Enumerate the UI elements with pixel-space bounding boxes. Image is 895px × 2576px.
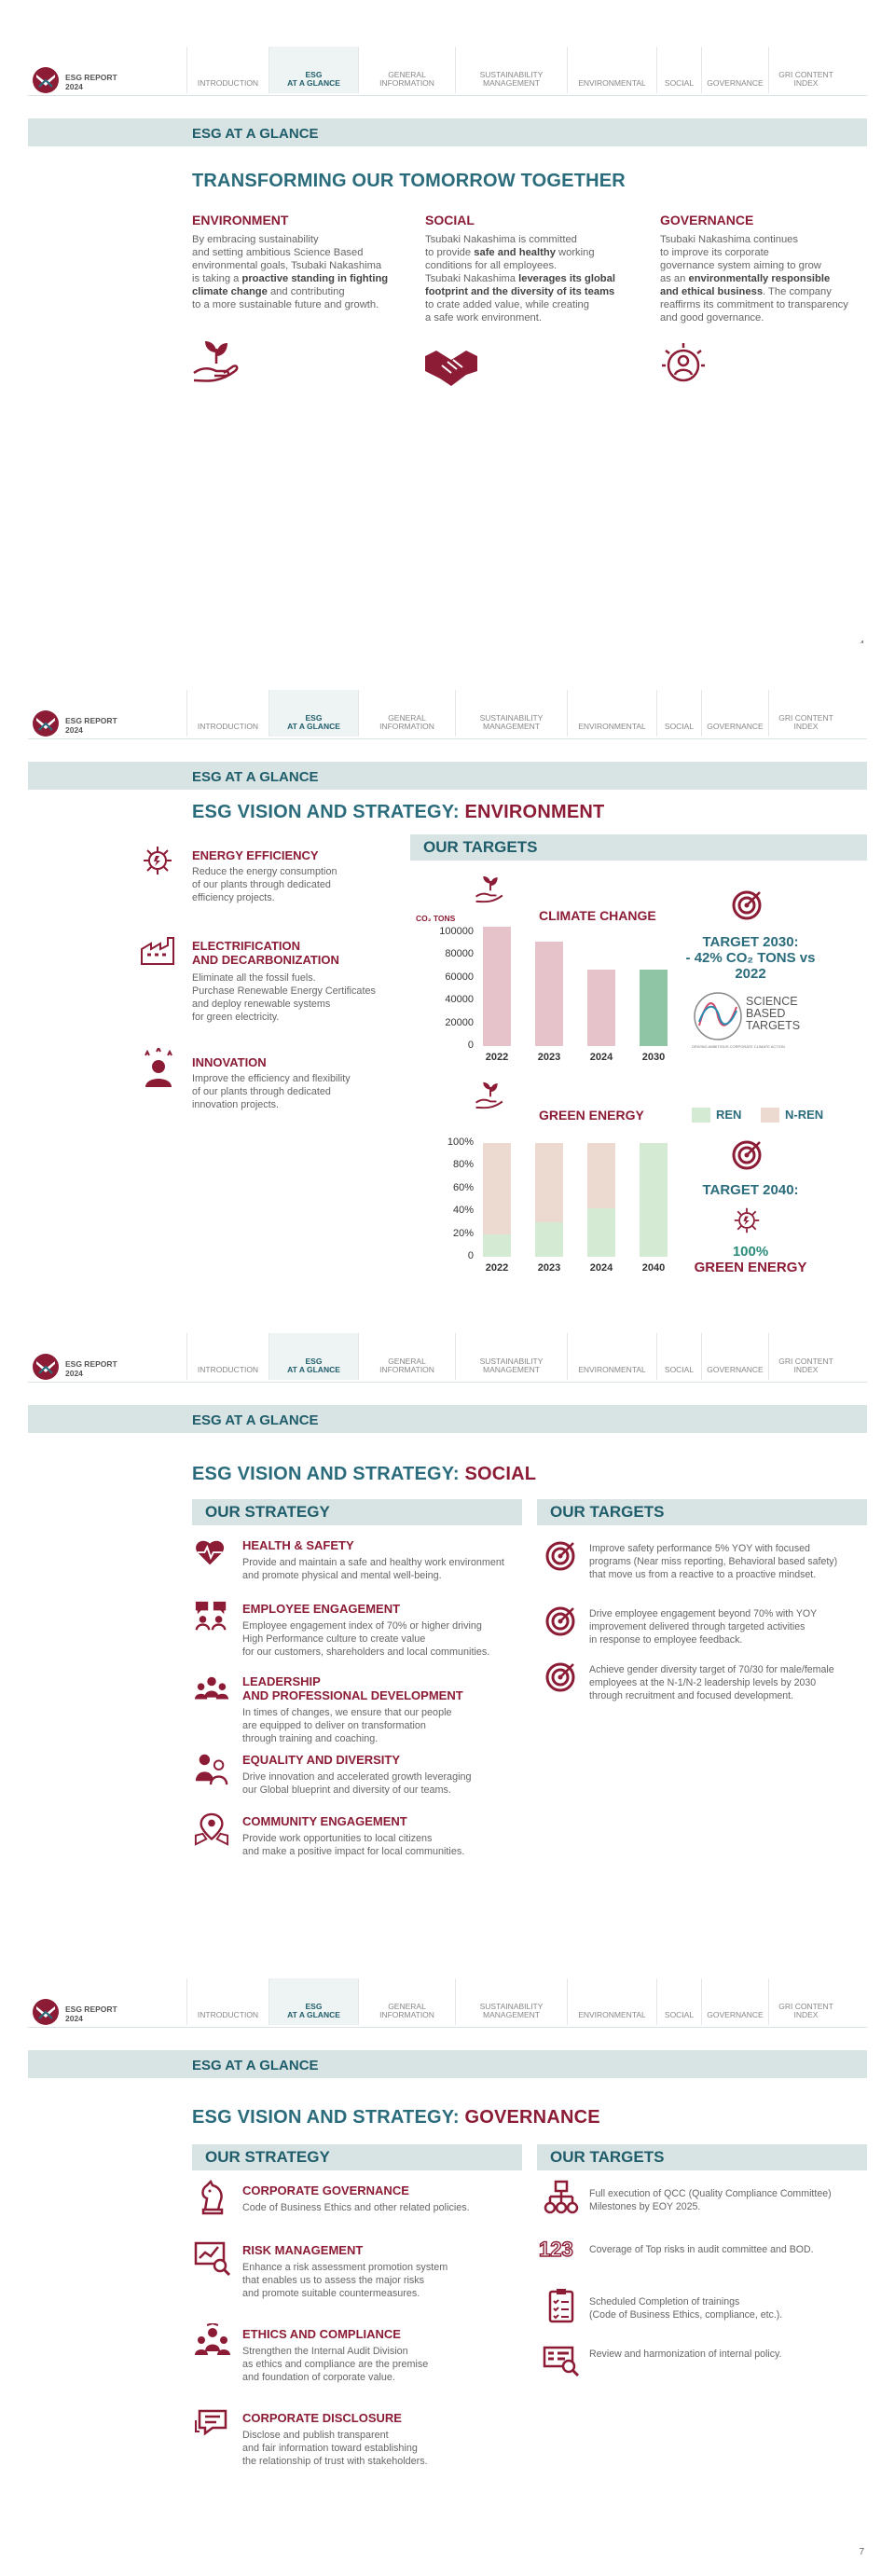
nav-item-governance[interactable]: GOVERNANCE	[701, 47, 768, 93]
nav-item-general-information[interactable]: GENERAL INFORMATION	[358, 1333, 455, 1380]
target-2030: TARGET 2030: - 42% CO₂ TONS vs 2022	[685, 934, 816, 982]
y-tick-label: 0	[467, 1040, 474, 1051]
target-text-line: in response to employee feedback.	[589, 1634, 743, 1646]
strategy-item-text-line: High Performance culture to create value	[242, 1633, 426, 1645]
strategy-header: OUR STRATEGY	[192, 2144, 522, 2170]
target-text-line: improvement delivered through targeted activities	[589, 1621, 806, 1632]
electrification-text: Eliminate all the fossil fuels. Purchase Renewable Energy Certificates and deploy renewable systems for green electricity.	[192, 972, 376, 1023]
y-tick-label: 40%	[452, 1205, 474, 1217]
strategy-item-text	[242, 1556, 504, 1582]
handshake-icon	[423, 343, 479, 390]
target-text	[589, 1542, 837, 1581]
ethics-team-icon	[194, 2323, 231, 2361]
target-text-line: programs (Near miss reporting, Behavioral based safety)	[589, 1556, 838, 1567]
top-navigation	[186, 1978, 843, 2025]
nav-item-introduction[interactable]: INTRODUCTION	[186, 47, 268, 93]
strategy-item-title-line: COMMUNITY ENGAGEMENT	[242, 1814, 407, 1828]
target-text-line: through recruitment and focused development.	[589, 1690, 794, 1701]
legend-ren-swatch	[692, 1108, 710, 1123]
strategy-item-title	[242, 1814, 407, 1828]
community-location-icon	[194, 1812, 229, 1848]
x-tick-label: 2040	[641, 1262, 666, 1274]
nav-item-governance[interactable]: GOVERNANCE	[701, 1333, 768, 1380]
x-tick-label: 2024	[589, 1262, 613, 1274]
nav-item-gri-content-index[interactable]: GRI CONTENT INDEX	[768, 1333, 843, 1380]
strategy-item-title-line: HEALTH & SAFETY	[242, 1538, 354, 1552]
bar-ren-2022	[483, 1234, 511, 1257]
strategy-item-text-line: and make a positive impact for local communities.	[242, 1846, 465, 1857]
strategy-item-text-line: and fair information toward establishing	[242, 2443, 418, 2454]
nav-item-social[interactable]: SOCIAL	[656, 690, 701, 737]
strategy-item-text-line: and promote physical and mental well-being.	[242, 1570, 442, 1581]
governance-text: Tsubaki Nakashima continues to improve its corporate governance system aiming to grow as an environmentally responsible and ethical business. The company reaffirms its commitment to transparency and good governance.	[660, 234, 848, 324]
strategy-item-text-line: Code of Business Ethics and other related policies.	[242, 2202, 470, 2213]
header-divider	[28, 738, 867, 739]
target-text-line: Improve safety performance 5% YOY with focused	[589, 1543, 810, 1554]
nav-item-introduction[interactable]: INTRODUCTION	[186, 1333, 268, 1380]
targets-header: OUR TARGETS	[537, 2144, 867, 2170]
nav-item-gri-content-index[interactable]: GRI CONTENT INDEX	[768, 690, 843, 737]
strategy-item-title-line: EMPLOYEE ENGAGEMENT	[242, 1602, 401, 1616]
bar-n-ren-2024	[587, 1143, 615, 1208]
strategy-item-title	[242, 1538, 354, 1552]
top-navigation	[186, 47, 843, 93]
nav-item-general-information[interactable]: GENERAL INFORMATION	[358, 47, 455, 93]
bar-2023	[535, 942, 563, 1046]
report-header	[0, 1333, 895, 1380]
climate-change-chart-title: CLIMATE CHANGE	[539, 908, 656, 923]
y-tick-label: 100000	[439, 926, 474, 937]
nav-item-introduction[interactable]: INTRODUCTION	[186, 690, 268, 737]
header-divider	[28, 95, 867, 96]
strategy-item-text	[242, 1832, 464, 1858]
nav-item-gri-content-index[interactable]: GRI CONTENT INDEX	[768, 47, 843, 93]
numbered-list-icon: 123	[539, 2238, 573, 2261]
energy-efficiency-icon	[142, 845, 173, 876]
page-title: TRANSFORMING OUR TOMORROW TOGETHER	[192, 171, 626, 191]
hand-plant-icon	[190, 336, 242, 388]
strategy-item-text	[242, 2201, 470, 2214]
target-text-line: that move us from a reactive to a proactive mindset.	[589, 1569, 817, 1580]
environment-text: By embracing sustainability and setting ambitious Science Based environmental goals, Tsubaki Nakashima is taking a proactive standing in fighting climate change and contributing to a more sustainable future and growth.	[192, 234, 389, 310]
bar-2030	[640, 970, 668, 1046]
company-logo-icon	[32, 709, 60, 737]
x-tick-label: 2030	[641, 1052, 666, 1063]
targets-header: OUR TARGETS	[537, 1499, 867, 1525]
strategy-item-text-line: Strengthen the Internal Audit Division	[242, 2346, 408, 2357]
strategy-item-title	[242, 1602, 400, 1616]
target-icon	[544, 1661, 576, 1693]
team-leadership-icon	[194, 1673, 229, 1708]
hand-plant-icon	[474, 873, 507, 906]
page-5	[0, 643, 895, 1287]
nav-item-environmental[interactable]: ENVIRONMENTAL	[567, 1333, 656, 1380]
energy-efficiency-title: ENERGY EFFICIENCY	[192, 848, 319, 862]
strategy-item-title: RISK MANAGEMENT	[242, 2243, 364, 2257]
legend-nren-swatch	[761, 1108, 779, 1123]
header-divider	[28, 1382, 867, 1383]
nav-item-esg-at-a-glance[interactable]: ESG AT A GLANCE	[268, 1978, 358, 2025]
nav-item-governance[interactable]: GOVERNANCE	[701, 690, 768, 737]
page-number: 7	[859, 2547, 864, 2557]
strategy-item-text-line: that enables us to assess the major risks	[242, 2275, 425, 2286]
target-text-line: Coverage of Top risks in audit committee and BOD.	[589, 2244, 814, 2255]
strategy-item-text-line: are equipped to deliver on transformation	[242, 1720, 426, 1731]
nav-item-environmental[interactable]: ENVIRONMENTAL	[567, 690, 656, 737]
y-tick-label: 100%	[447, 1136, 474, 1148]
nav-item-esg-at-a-glance[interactable]: ESG AT A GLANCE	[268, 47, 358, 93]
section-band: ESG AT A GLANCE	[28, 762, 867, 790]
top-navigation	[186, 1333, 843, 1380]
report-header	[0, 690, 895, 737]
electrification-title: ELECTRIFICATION AND DECARBONIZATION	[192, 939, 339, 967]
strategy-item-text-line: Provide and maintain a safe and healthy work environment	[242, 1557, 504, 1568]
hand-plant-icon	[474, 1079, 507, 1112]
target-2040-title: TARGET 2040:	[702, 1182, 799, 1198]
nav-item-sustainability-management[interactable]: SUSTAINABILITY MANAGEMENT	[455, 47, 567, 93]
target-text-line: Scheduled Completion of trainings	[589, 2296, 740, 2307]
target-2040-value: 100% GREEN ENERGY	[694, 1244, 807, 1275]
innovation-text: Improve the efficiency and flexibility of our plants through dedicated innovation projects.	[192, 1073, 351, 1110]
strategy-item-text-line: as ethics and compliance are the premise	[242, 2359, 429, 2370]
target-text	[589, 2295, 782, 2321]
y-tick-label: 60%	[452, 1181, 474, 1193]
nav-item-social[interactable]: SOCIAL	[656, 1978, 701, 2025]
bar-n-ren-2023	[535, 1143, 563, 1222]
strategy-item-text-line: for our customers, shareholders and local communities.	[242, 1646, 490, 1658]
legend-nren-label: N-REN	[785, 1108, 824, 1122]
strategy-item-text-line: Enhance a risk assessment promotion system	[242, 2262, 448, 2273]
energy-efficiency-text: Reduce the energy consumption of our plants through dedicated efficiency projects.	[192, 866, 337, 903]
page-title: ESG VISION AND STRATEGY: SOCIAL	[192, 1464, 537, 1484]
report-header	[0, 47, 895, 93]
strategy-item-text-line: Disclose and publish transparent	[242, 2430, 389, 2441]
bar-2022	[483, 927, 511, 1046]
nav-item-gri-content-index[interactable]: GRI CONTENT INDEX	[768, 1978, 843, 2025]
nav-item-governance[interactable]: GOVERNANCE	[701, 1978, 768, 2025]
target-text-line: Drive employee engagement beyond 70% with YOY	[589, 1608, 818, 1619]
section-band: ESG AT A GLANCE	[28, 1405, 867, 1433]
page-6	[0, 1287, 895, 1930]
strategy-item-text	[242, 1706, 451, 1745]
governance-title: GOVERNANCE	[660, 213, 754, 227]
green-energy-chart-title: GREEN ENERGY	[539, 1108, 644, 1123]
strategy-item-text	[242, 2429, 428, 2468]
nav-item-esg-at-a-glance[interactable]: ESG AT A GLANCE	[268, 1333, 358, 1380]
section-band: ESG AT A GLANCE	[28, 118, 867, 146]
strategy-item-text	[242, 1619, 489, 1659]
checklist-icon	[543, 2288, 580, 2325]
bar-ren-2023	[535, 1222, 563, 1257]
legend-ren-label: REN	[716, 1108, 742, 1122]
page-7	[0, 1932, 895, 2576]
heart-pulse-icon	[194, 1536, 229, 1572]
y-tick-label: 20%	[452, 1227, 474, 1239]
environment-title: ENVIRONMENT	[192, 213, 289, 227]
strategy-item-text	[242, 1770, 471, 1797]
x-tick-label: 2023	[537, 1262, 561, 1274]
strategy-item-text-line: and foundation of corporate value.	[242, 2372, 395, 2383]
company-logo-icon	[32, 66, 60, 94]
strategy-item-text-line: through training and coaching.	[242, 1733, 379, 1744]
equality-people-icon	[194, 1751, 229, 1786]
targets-header: OUR TARGETS	[410, 834, 867, 861]
speech-people-icon	[194, 1600, 229, 1635]
x-tick-label: 2023	[537, 1052, 561, 1063]
strategy-item-text-line: In times of changes, we ensure that our people	[242, 1707, 452, 1718]
target-text	[589, 1663, 834, 1702]
nav-item-general-information[interactable]: GENERAL INFORMATION	[358, 690, 455, 737]
target-text-line: Achieve gender diversity target of 70/30 for male/female	[589, 1664, 834, 1675]
target-icon	[544, 1540, 576, 1572]
strategy-item-text-line: Drive innovation and accelerated growth leveraging	[242, 1771, 472, 1783]
target-text-line: employees at the N-1/N-2 leadership levels by 2030	[589, 1677, 817, 1688]
strategy-item-text-line: the relationship of trust with stakeholders.	[242, 2456, 428, 2467]
y-tick-label: 80%	[452, 1159, 474, 1171]
ethical-leader-icon	[658, 341, 709, 388]
nav-item-social[interactable]: SOCIAL	[656, 47, 701, 93]
target-text-line: Milestones by EOY 2025.	[589, 2201, 701, 2212]
target-text-line: Review and harmonization of internal policy.	[589, 2349, 782, 2360]
report-title: ESG REPORT 2024	[65, 73, 117, 91]
energy-efficiency-icon	[733, 1206, 761, 1234]
target-text	[589, 2243, 814, 2256]
innovation-person-icon	[140, 1048, 177, 1087]
sbt-logo-tagline: DRIVING AMBITIOUS CORPORATE CLIMATE ACTION	[692, 1044, 785, 1049]
target-icon	[731, 889, 763, 921]
target-text-line: Full execution of QCC (Quality Compliance Committee)	[589, 2188, 832, 2199]
sbt-logo-icon	[692, 990, 744, 1042]
strategy-item-title: CORPORATE DISCLOSURE	[242, 2411, 402, 2425]
org-chart-icon	[543, 2180, 580, 2217]
risk-chart-icon	[194, 2239, 231, 2277]
target-text-line: (Code of Business Ethics, compliance, etc.).	[589, 2309, 783, 2321]
social-text: Tsubaki Nakashima is committed to provide safe and healthy working conditions for all employees. Tsubaki Nakashima leverages its global footprint and the diversity of its teams to crate added value, while creating a safe work environment.	[425, 234, 615, 324]
page-title: ESG VISION AND STRATEGY: GOVERNANCE	[192, 2107, 600, 2128]
nav-item-sustainability-management[interactable]: SUSTAINABILITY MANAGEMENT	[455, 1333, 567, 1380]
x-tick-label: 2024	[589, 1052, 613, 1063]
strategy-item-title	[242, 1753, 400, 1767]
strategy-item-text-line: and promote suitable countermeasures.	[242, 2288, 420, 2299]
report-title: ESG REPORT 2024	[65, 1359, 117, 1378]
target-text	[589, 2348, 782, 2361]
y-tick-label: 80000	[445, 948, 474, 960]
report-title: ESG REPORT 2024	[65, 2004, 117, 2023]
bar-ren-2040	[640, 1143, 668, 1257]
target-text	[589, 2187, 832, 2213]
nav-item-sustainability-management[interactable]: SUSTAINABILITY MANAGEMENT	[455, 1978, 567, 2025]
strategy-item-title: ETHICS AND COMPLIANCE	[242, 2327, 401, 2341]
strategy-item-text-line: our Global blueprint and diversity of our teams.	[242, 1784, 451, 1796]
strategy-item-text	[242, 2261, 448, 2300]
strategy-item-text	[242, 2345, 428, 2384]
report-header	[0, 1978, 895, 2025]
social-title: SOCIAL	[425, 213, 475, 227]
header-divider	[28, 2027, 867, 2028]
disclosure-speech-icon	[194, 2407, 231, 2445]
strategy-item-title-line: AND PROFESSIONAL DEVELOPMENT	[242, 1688, 463, 1702]
target-icon	[544, 1605, 576, 1637]
top-navigation	[186, 690, 843, 737]
company-logo-icon	[32, 1998, 60, 2026]
innovation-title: INNOVATION	[192, 1055, 267, 1069]
bar-2024	[587, 970, 615, 1046]
strategy-item-title-line: LEADERSHIP	[242, 1674, 321, 1688]
sbt-logo-text: SCIENCE BASED TARGETS	[746, 995, 801, 1032]
policy-review-icon	[543, 2340, 580, 2377]
page-4	[0, 0, 895, 643]
climate-chart-ylabel: CO₂ TONS	[416, 914, 456, 923]
nav-item-general-information[interactable]: GENERAL INFORMATION	[358, 1978, 455, 2025]
nav-item-environmental[interactable]: ENVIRONMENTAL	[567, 1978, 656, 2025]
factory-icon	[140, 934, 177, 966]
y-tick-label: 0	[467, 1250, 474, 1261]
page-title: ESG VISION AND STRATEGY: ENVIRONMENT	[192, 802, 605, 822]
strategy-item-text-line: Employee engagement index of 70% or higher driving	[242, 1620, 482, 1632]
strategy-item-title: CORPORATE GOVERNANCE	[242, 2183, 409, 2197]
science-based-targets-logo	[692, 990, 813, 1052]
target-text	[589, 1607, 817, 1646]
nav-item-esg-at-a-glance[interactable]: ESG AT A GLANCE	[268, 690, 358, 737]
strategy-item-text-line: Provide work opportunities to local citizens	[242, 1833, 433, 1844]
y-tick-label: 20000	[445, 1016, 474, 1028]
strategy-header: OUR STRATEGY	[192, 1499, 522, 1525]
nav-item-introduction[interactable]: INTRODUCTION	[186, 1978, 268, 2025]
target-icon	[731, 1139, 763, 1171]
nav-item-sustainability-management[interactable]: SUSTAINABILITY MANAGEMENT	[455, 690, 567, 737]
strategy-item-title	[242, 1674, 463, 1702]
chess-knight-icon	[194, 2180, 231, 2217]
strategy-item-title-line: EQUALITY AND DIVERSITY	[242, 1753, 401, 1767]
x-tick-label: 2022	[485, 1052, 509, 1063]
section-band: ESG AT A GLANCE	[28, 2050, 867, 2078]
bar-ren-2024	[587, 1208, 615, 1257]
nav-item-environmental[interactable]: ENVIRONMENTAL	[567, 47, 656, 93]
report-title: ESG REPORT 2024	[65, 716, 117, 735]
company-logo-icon	[32, 1353, 60, 1381]
x-tick-label: 2022	[485, 1262, 509, 1274]
nav-item-social[interactable]: SOCIAL	[656, 1333, 701, 1380]
bar-n-ren-2022	[483, 1143, 511, 1234]
y-tick-label: 40000	[445, 994, 474, 1006]
y-tick-label: 60000	[445, 971, 474, 983]
